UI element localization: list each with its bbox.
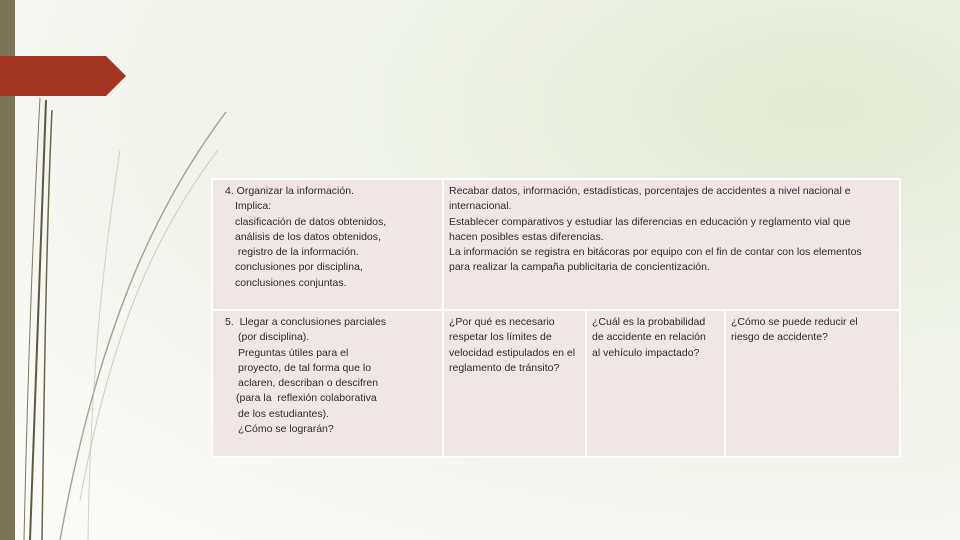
text-line: conclusiones conjuntas. — [235, 276, 347, 289]
cell-gather-data — [443, 179, 900, 310]
text-line: reglamento de tránsito? — [449, 361, 560, 374]
cell-partial-conclusions — [212, 310, 443, 457]
text-line: La información se registra en bitácoras por equipo con el fin de contar con los elementos — [449, 246, 862, 259]
text-line: proyecto, de tal forma que lo — [238, 361, 372, 374]
text-line: internacional. — [449, 200, 512, 213]
cell-question-reduce-risk — [725, 310, 900, 457]
text-line: al vehículo impactado? — [592, 346, 700, 359]
text-line: velocidad estipulados en el — [449, 346, 576, 359]
text-line: de los estudiantes). — [238, 407, 330, 420]
text-line: ¿Cuál es la probabilidad — [592, 316, 706, 328]
text-line: respetar los límites de — [449, 331, 552, 344]
text-line: aclaren, describan o descifren — [238, 377, 379, 390]
text-line: Preguntas útiles para el — [238, 346, 349, 359]
text-line: ¿Cómo se puede reducir el — [731, 316, 858, 328]
text-line: ¿Por qué es necesario — [449, 316, 555, 328]
cell-organize-information — [212, 179, 443, 310]
text-line: para realizar la campaña publicitaria de concientización. — [449, 261, 710, 274]
text-line: (para la reflexión colaborativa — [236, 392, 377, 405]
text-line: riesgo de accidente? — [731, 331, 828, 344]
text-line: Recabar datos, información, estadísticas, porcentajes de accidentes a nivel nacional e — [449, 185, 851, 197]
text-line: registro de la información. — [235, 246, 359, 259]
text-line: Implica: — [235, 200, 272, 213]
table-row — [212, 310, 900, 457]
accent-arrow-tab — [0, 56, 126, 96]
content-table — [211, 178, 901, 458]
text-line: 4. Organizar la información. — [225, 185, 354, 197]
text-line: hacen posibles estas diferencias. — [449, 230, 604, 243]
cell-question-speed-limits — [443, 310, 586, 457]
text-line: análisis de los datos obtenidos, — [235, 230, 381, 243]
cell-question-accident-probability — [586, 310, 725, 457]
table-row — [212, 179, 900, 310]
text-line: Establecer comparativos y estudiar las diferencias en educación y reglamento vial que — [449, 215, 851, 228]
text-line: (por disciplina). — [238, 331, 310, 344]
text-line: 5. Llegar a conclusiones parciales — [225, 316, 387, 328]
text-line: clasificación de datos obtenidos, — [235, 215, 387, 228]
text-line: ¿Cómo se lograrán? — [238, 423, 334, 436]
text-line: de accidente en relación — [592, 331, 706, 344]
text-line: conclusiones por disciplina, — [235, 261, 363, 274]
